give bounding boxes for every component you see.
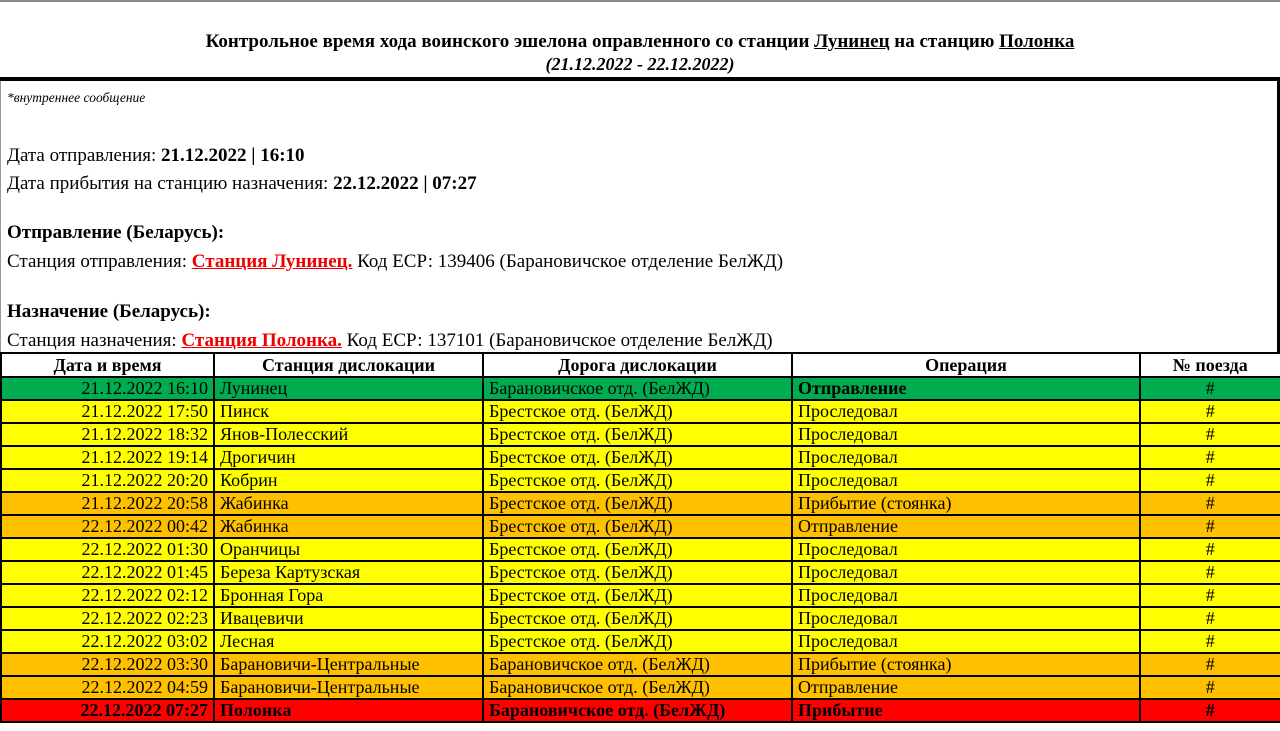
table-row xyxy=(1,377,1280,400)
cell-train-no: # xyxy=(1140,423,1280,446)
table-row xyxy=(1,423,1280,446)
cell-road: Брестское отд. (БелЖД) xyxy=(483,446,792,469)
destination-section-heading: Назначение (Беларусь): xyxy=(7,301,211,322)
cell-road: Барановичское отд. (БелЖД) xyxy=(483,676,792,699)
table-row xyxy=(1,653,1280,676)
table-row xyxy=(1,584,1280,607)
cell-datetime: 22.12.2022 03:02 xyxy=(1,630,214,653)
cell-road: Брестское отд. (БелЖД) xyxy=(483,492,792,515)
arrival-date-value: 22.12.2022 | 07:27 xyxy=(333,173,477,194)
cell-datetime: 22.12.2022 00:42 xyxy=(1,515,214,538)
cell-train-no: # xyxy=(1140,699,1280,722)
cell-operation: Прибытие (стоянка) xyxy=(792,492,1140,515)
cell-train-no: # xyxy=(1140,561,1280,584)
cell-train-no: # xyxy=(1140,653,1280,676)
cell-train-no: # xyxy=(1140,607,1280,630)
table-body xyxy=(1,377,1280,722)
cell-road: Брестское отд. (БелЖД) xyxy=(483,469,792,492)
cell-operation: Проследовал xyxy=(792,538,1140,561)
cell-station: Янов-Полесский xyxy=(214,423,483,446)
cell-station: Дрогичин xyxy=(214,446,483,469)
page-title xyxy=(0,30,1280,53)
departure-section-heading: Отправление (Беларусь): xyxy=(7,222,225,243)
departure-station-details: Код ЕСР: 139406 (Барановичское отделение БелЖД) xyxy=(352,251,784,272)
table-row xyxy=(1,676,1280,699)
table-row xyxy=(1,561,1280,584)
destination-station-link[interactable]: Станция Полонка. xyxy=(181,330,342,351)
table-header-row xyxy=(1,353,1280,377)
table-row xyxy=(1,538,1280,561)
dates-info-group xyxy=(7,142,1267,198)
cell-train-no: # xyxy=(1140,400,1280,423)
cell-datetime: 21.12.2022 18:32 xyxy=(1,423,214,446)
cell-operation: Проследовал xyxy=(792,400,1140,423)
cell-station: Ивацевичи xyxy=(214,607,483,630)
cell-station: Кобрин xyxy=(214,469,483,492)
header-train-no: № поезда xyxy=(1140,353,1280,377)
cell-datetime: 22.12.2022 03:30 xyxy=(1,653,214,676)
table-row xyxy=(1,515,1280,538)
cell-station: Барановичи-Центральные xyxy=(214,676,483,699)
cell-road: Брестское отд. (БелЖД) xyxy=(483,515,792,538)
arrival-date-label: Дата прибытия на станцию назначения: xyxy=(7,173,334,194)
cell-datetime: 21.12.2022 20:20 xyxy=(1,469,214,492)
table-row xyxy=(1,607,1280,630)
cell-operation: Проследовал xyxy=(792,561,1140,584)
cell-train-no: # xyxy=(1140,676,1280,699)
title-middle: на станцию xyxy=(889,31,1000,52)
cell-road: Барановичское отд. (БелЖД) xyxy=(483,699,792,722)
table-row xyxy=(1,446,1280,469)
cell-road: Брестское отд. (БелЖД) xyxy=(483,630,792,653)
cell-road: Брестское отд. (БелЖД) xyxy=(483,538,792,561)
departure-station-line xyxy=(7,247,1267,277)
cell-train-no: # xyxy=(1140,469,1280,492)
cell-station: Жабинка xyxy=(214,515,483,538)
cell-operation: Проследовал xyxy=(792,446,1140,469)
cell-datetime: 22.12.2022 02:12 xyxy=(1,584,214,607)
cell-train-no: # xyxy=(1140,584,1280,607)
cell-datetime: 22.12.2022 07:27 xyxy=(1,699,214,722)
cell-datetime: 21.12.2022 20:58 xyxy=(1,492,214,515)
cell-station: Жабинка xyxy=(214,492,483,515)
cell-station: Лунинец xyxy=(214,377,483,400)
cell-road: Брестское отд. (БелЖД) xyxy=(483,400,792,423)
cell-train-no: # xyxy=(1140,538,1280,561)
internal-message-note: *внутреннее сообщение xyxy=(7,90,146,105)
cell-station: Оранчицы xyxy=(214,538,483,561)
cell-station: Полонка xyxy=(214,699,483,722)
cell-train-no: # xyxy=(1140,630,1280,653)
destination-station-line xyxy=(7,326,1267,352)
cell-station: Лесная xyxy=(214,630,483,653)
route-table xyxy=(0,352,1280,723)
cell-road: Барановичское отд. (БелЖД) xyxy=(483,377,792,400)
title-to-station: Полонка xyxy=(999,31,1075,52)
header-road: Дорога дислокации xyxy=(483,353,792,377)
document-body xyxy=(0,81,1280,352)
header-operation: Операция xyxy=(792,353,1140,377)
departure-station-label: Станция отправления: xyxy=(7,251,192,272)
cell-operation: Отправление xyxy=(792,676,1140,699)
cell-operation: Проследовал xyxy=(792,584,1140,607)
cell-operation: Проследовал xyxy=(792,630,1140,653)
cell-road: Брестское отд. (БелЖД) xyxy=(483,584,792,607)
cell-datetime: 21.12.2022 17:50 xyxy=(1,400,214,423)
destination-station-label: Станция назначения: xyxy=(7,330,182,351)
departure-date-value: 21.12.2022 | 16:10 xyxy=(161,145,305,166)
departure-date-line xyxy=(7,142,1267,170)
departure-station-link[interactable]: Станция Лунинец. xyxy=(191,251,353,272)
header-station: Станция дислокации xyxy=(214,353,483,377)
arrival-date-line xyxy=(7,170,1267,198)
cell-road: Барановичское отд. (БелЖД) xyxy=(483,653,792,676)
cell-operation: Отправление xyxy=(792,515,1140,538)
cell-datetime: 22.12.2022 01:45 xyxy=(1,561,214,584)
table-row xyxy=(1,630,1280,653)
cell-road: Брестское отд. (БелЖД) xyxy=(483,423,792,446)
title-date-range: (21.12.2022 - 22.12.2022) xyxy=(545,54,735,74)
cell-operation: Проследовал xyxy=(792,423,1140,446)
cell-operation: Проследовал xyxy=(792,607,1140,630)
title-prefix: Контрольное время хода воинского эшелона оправленного со станции xyxy=(205,31,815,52)
cell-station: Барановичи-Центральные xyxy=(214,653,483,676)
cell-datetime: 22.12.2022 02:23 xyxy=(1,607,214,630)
document-header xyxy=(0,0,1280,81)
cell-station: Бронная Гора xyxy=(214,584,483,607)
cell-operation: Прибытие (стоянка) xyxy=(792,653,1140,676)
header-datetime: Дата и время xyxy=(1,353,214,377)
cell-datetime: 22.12.2022 01:30 xyxy=(1,538,214,561)
cell-train-no: # xyxy=(1140,446,1280,469)
cell-datetime: 21.12.2022 19:14 xyxy=(1,446,214,469)
cell-road: Брестское отд. (БелЖД) xyxy=(483,561,792,584)
cell-operation: Проследовал xyxy=(792,469,1140,492)
cell-road: Брестское отд. (БелЖД) xyxy=(483,607,792,630)
cell-station: Пинск xyxy=(214,400,483,423)
table-row xyxy=(1,400,1280,423)
cell-train-no: # xyxy=(1140,377,1280,400)
cell-train-no: # xyxy=(1140,515,1280,538)
cell-operation: Прибытие xyxy=(792,699,1140,722)
cell-datetime: 21.12.2022 16:10 xyxy=(1,377,214,400)
table-row xyxy=(1,492,1280,515)
cell-datetime: 22.12.2022 04:59 xyxy=(1,676,214,699)
table-row xyxy=(1,469,1280,492)
departure-date-label: Дата отправления: xyxy=(7,145,162,166)
cell-station: Береза Картузская xyxy=(214,561,483,584)
table-row xyxy=(1,699,1280,722)
cell-operation: Отправление xyxy=(792,377,1140,400)
cell-train-no: # xyxy=(1140,492,1280,515)
destination-station-details: Код ЕСР: 137101 (Барановичское отделение БелЖД) xyxy=(341,330,773,351)
title-from-station: Лунинец xyxy=(814,31,890,52)
